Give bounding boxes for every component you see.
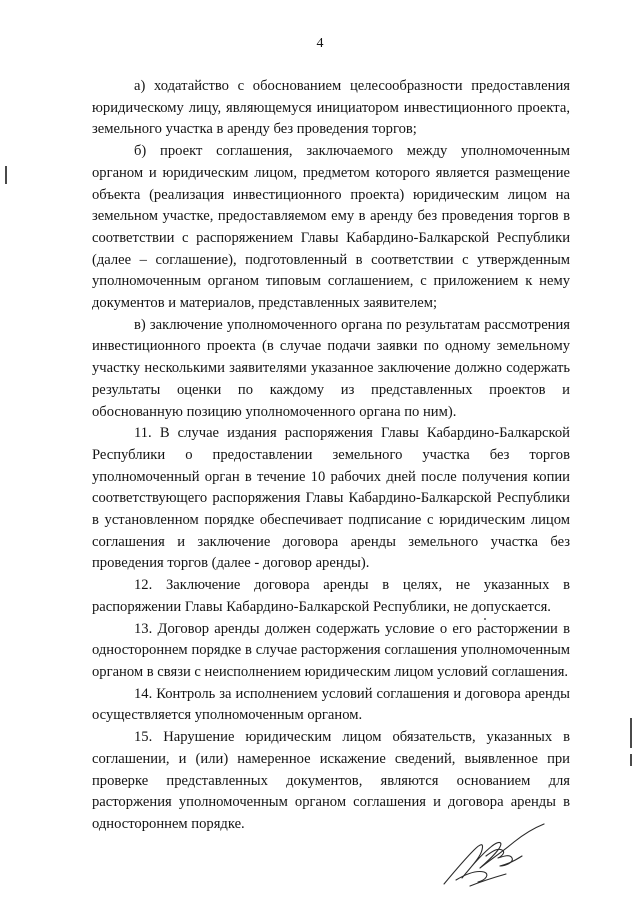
scan-artifact-right-lower [630, 754, 632, 766]
page-number: 4 [316, 36, 324, 51]
paragraph-b: б) проект соглашения, заключаемого между уполномоченным органом и юридическим лицом, предметом которого является размещение объекта (реализация инвестиционного проекта) юридическим лицом на земельном участке, предоставляемом ему в аренду без проведения торгов в соответствии с распоряжением Главы Кабардино-Балкарской Республики (далее – соглашение), подготовленный в соответствии с утвержденным уполномоченным органом типовым соглашением, с приложением к нему документов и материалов, представленных заявителем; [92, 143, 570, 312]
scan-artifact-left [5, 166, 7, 184]
signature-icon [440, 820, 550, 892]
scan-artifact-right [630, 718, 632, 748]
paragraph-12: 12. Заключение договора аренды в целях, не указанных в распоряжении Главы Кабардино-Балкарской Республики, не допускается. [92, 577, 570, 615]
paragraph-15: 15. Нарушение юридическим лицом обязательств, указанных в соглашении, и (или) намеренное искажение сведений, выявленное при проверке представленных документов, являются основанием для расторжения уполномоченным органом соглашения и договора аренды в одностороннем порядке. [92, 729, 570, 832]
paragraph-11: 11. В случае издания распоряжения Главы Кабардино-Балкарской Республики о предоставлении земельного участка без торгов уполномоченный орган в течение 10 рабочих дней после получения копии соответствующего распоряжения Главы Кабардино-Балкарской Республики в установленном порядке обеспечивает подписание с юридическим лицом соглашения и заключение договора аренды земельного участка без проведения торгов (далее - договор аренды). [92, 425, 570, 572]
paragraph-14: 14. Контроль за исполнением условий соглашения и договора аренды осуществляется уполномоченным органом. [92, 685, 570, 724]
paragraph-a: а) ходатайство с обоснованием целесообразности предоставления юридическому лицу, являющемуся инициатором инвестиционного проекта, земельного участка в аренду без проведения торгов; [92, 78, 570, 138]
scan-dot [484, 618, 486, 620]
paragraph-v: в) заключение уполномоченного органа по результатам рассмотрения инвестиционного проекта (в случае подачи заявки по одному земельному участку несколькими заявителями указанное заключение должно содержать результаты оценки по каждому из представленных проектов и обоснованную позицию уполномоченного органа по ним). [92, 316, 570, 420]
paragraph-13: 13. Договор аренды должен содержать условие о его расторжении в одностороннем порядке в случае расторжения соглашения уполномоченным органом в связи с неисполнением юридическим лицом условий соглашения. [92, 620, 570, 680]
document-body [92, 76, 570, 836]
